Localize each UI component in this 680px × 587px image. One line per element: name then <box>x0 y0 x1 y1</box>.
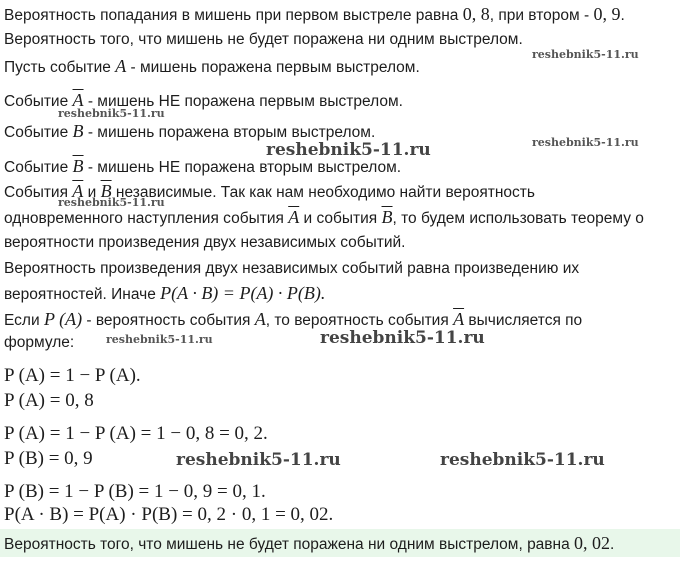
watermark: reshebnik5-11.ru <box>176 450 341 470</box>
formula-3 <box>4 424 268 444</box>
text: Событие <box>4 93 69 110</box>
text: - мишень поражена вторым выстрелом. <box>87 124 376 141</box>
math-value: 0, 02 <box>574 533 611 553</box>
text: вычисляется по <box>468 312 583 329</box>
text: вероятностей. Иначе <box>4 286 156 303</box>
watermark: reshebnik5-11.ru <box>58 196 165 209</box>
text: независимые. Так как нам необходимо найти вероятность <box>115 184 535 201</box>
math-var: $\overline{A}$ <box>288 207 300 227</box>
formula-label-line <box>4 333 74 353</box>
text: Пусть событие <box>4 59 111 76</box>
text: Событие <box>4 159 69 176</box>
text: Вероятность того, что мишень не будет поражена ни одним выстрелом, равна <box>4 536 570 553</box>
watermark: reshebnik5-11.ru <box>532 48 639 61</box>
problem-line-1 <box>4 4 625 26</box>
text: Вероятность попадания в мишень при первом выстреле равна <box>4 7 459 24</box>
answer-line <box>4 533 614 555</box>
complement-intro-line <box>4 309 582 331</box>
watermark: reshebnik5-11.ru <box>440 450 605 470</box>
text: Если <box>4 312 40 329</box>
math-var: $\overline{B}$ <box>381 207 393 227</box>
text: и <box>87 184 97 201</box>
formula-5 <box>4 482 266 502</box>
simultaneous-line <box>4 207 644 229</box>
math-var: A <box>254 309 266 329</box>
math-value: 0, 8 <box>462 4 490 24</box>
math-var: A <box>115 56 127 76</box>
text: , то вероятность события <box>265 312 449 329</box>
text: вероятности произведения двух независимых событий. <box>4 234 406 251</box>
watermark: reshebnik5-11.ru <box>532 136 639 149</box>
text: События <box>4 184 68 201</box>
text: , то будем использовать теорему о <box>392 210 644 227</box>
text: формуле: <box>4 334 75 351</box>
watermark: reshebnik5-11.ru <box>58 107 165 120</box>
formula-2 <box>4 391 94 411</box>
text: , при втором - <box>489 7 590 24</box>
math-var: $\overline{A}$ <box>72 90 84 110</box>
product-formula-line <box>4 283 325 305</box>
watermark: reshebnik5-11.ru <box>106 333 213 346</box>
text: Событие <box>4 124 69 141</box>
formula: P(A · B) = P(A) · P(B) = 0, 2 · 0, 1 = 0, 02. <box>4 504 334 525</box>
theorem-line <box>4 233 405 253</box>
event-a-line <box>4 56 420 78</box>
formula: P (B) = 0, 9 <box>4 448 93 469</box>
math-expr: P (A) <box>43 309 83 329</box>
math-value: 0, 9 <box>593 4 621 24</box>
text: - мишень НЕ поражена вторым выстрелом. <box>87 159 402 176</box>
formula: P (A) = 1 − P (A) = 1 − 0, 8 = 0, 2. <box>4 423 268 444</box>
formula-4 <box>4 449 93 469</box>
math-var: $\overline{B}$ <box>100 181 112 201</box>
math-var: B <box>72 121 84 141</box>
formula: P (B) = 1 − P (B) = 1 − 0, 9 = 0, 1. <box>4 481 266 502</box>
formula: P (A) = 0, 8 <box>4 390 94 411</box>
text: Вероятность произведения двух независимых событий равна произведению их <box>4 260 580 277</box>
math-var: $\overline{A}$ <box>453 309 465 329</box>
watermark: reshebnik5-11.ru <box>266 140 431 160</box>
text: Вероятность того, что мишень не будет поражена ни одним выстрелом. <box>4 31 523 48</box>
formula-1 <box>4 366 141 386</box>
formula: P(A · B) = P(A) · P(B). <box>160 283 326 303</box>
formula: P (A) = 1 − P (A). <box>4 365 141 386</box>
watermark: reshebnik5-11.ru <box>320 328 485 348</box>
text: одновременного наступления события <box>4 210 284 227</box>
text: - мишень НЕ поражена первым выстрелом. <box>87 93 403 110</box>
math-var: $\overline{B}$ <box>72 156 84 176</box>
text: . <box>610 536 615 553</box>
text: и события <box>303 210 378 227</box>
math-var: $\overline{A}$ <box>72 181 84 201</box>
product-rule-line <box>4 259 579 279</box>
formula-6 <box>4 505 333 525</box>
text: - мишень поражена первым выстрелом. <box>130 59 420 76</box>
problem-line-2 <box>4 30 523 50</box>
text: - вероятность события <box>86 312 251 329</box>
text: . <box>620 7 625 24</box>
